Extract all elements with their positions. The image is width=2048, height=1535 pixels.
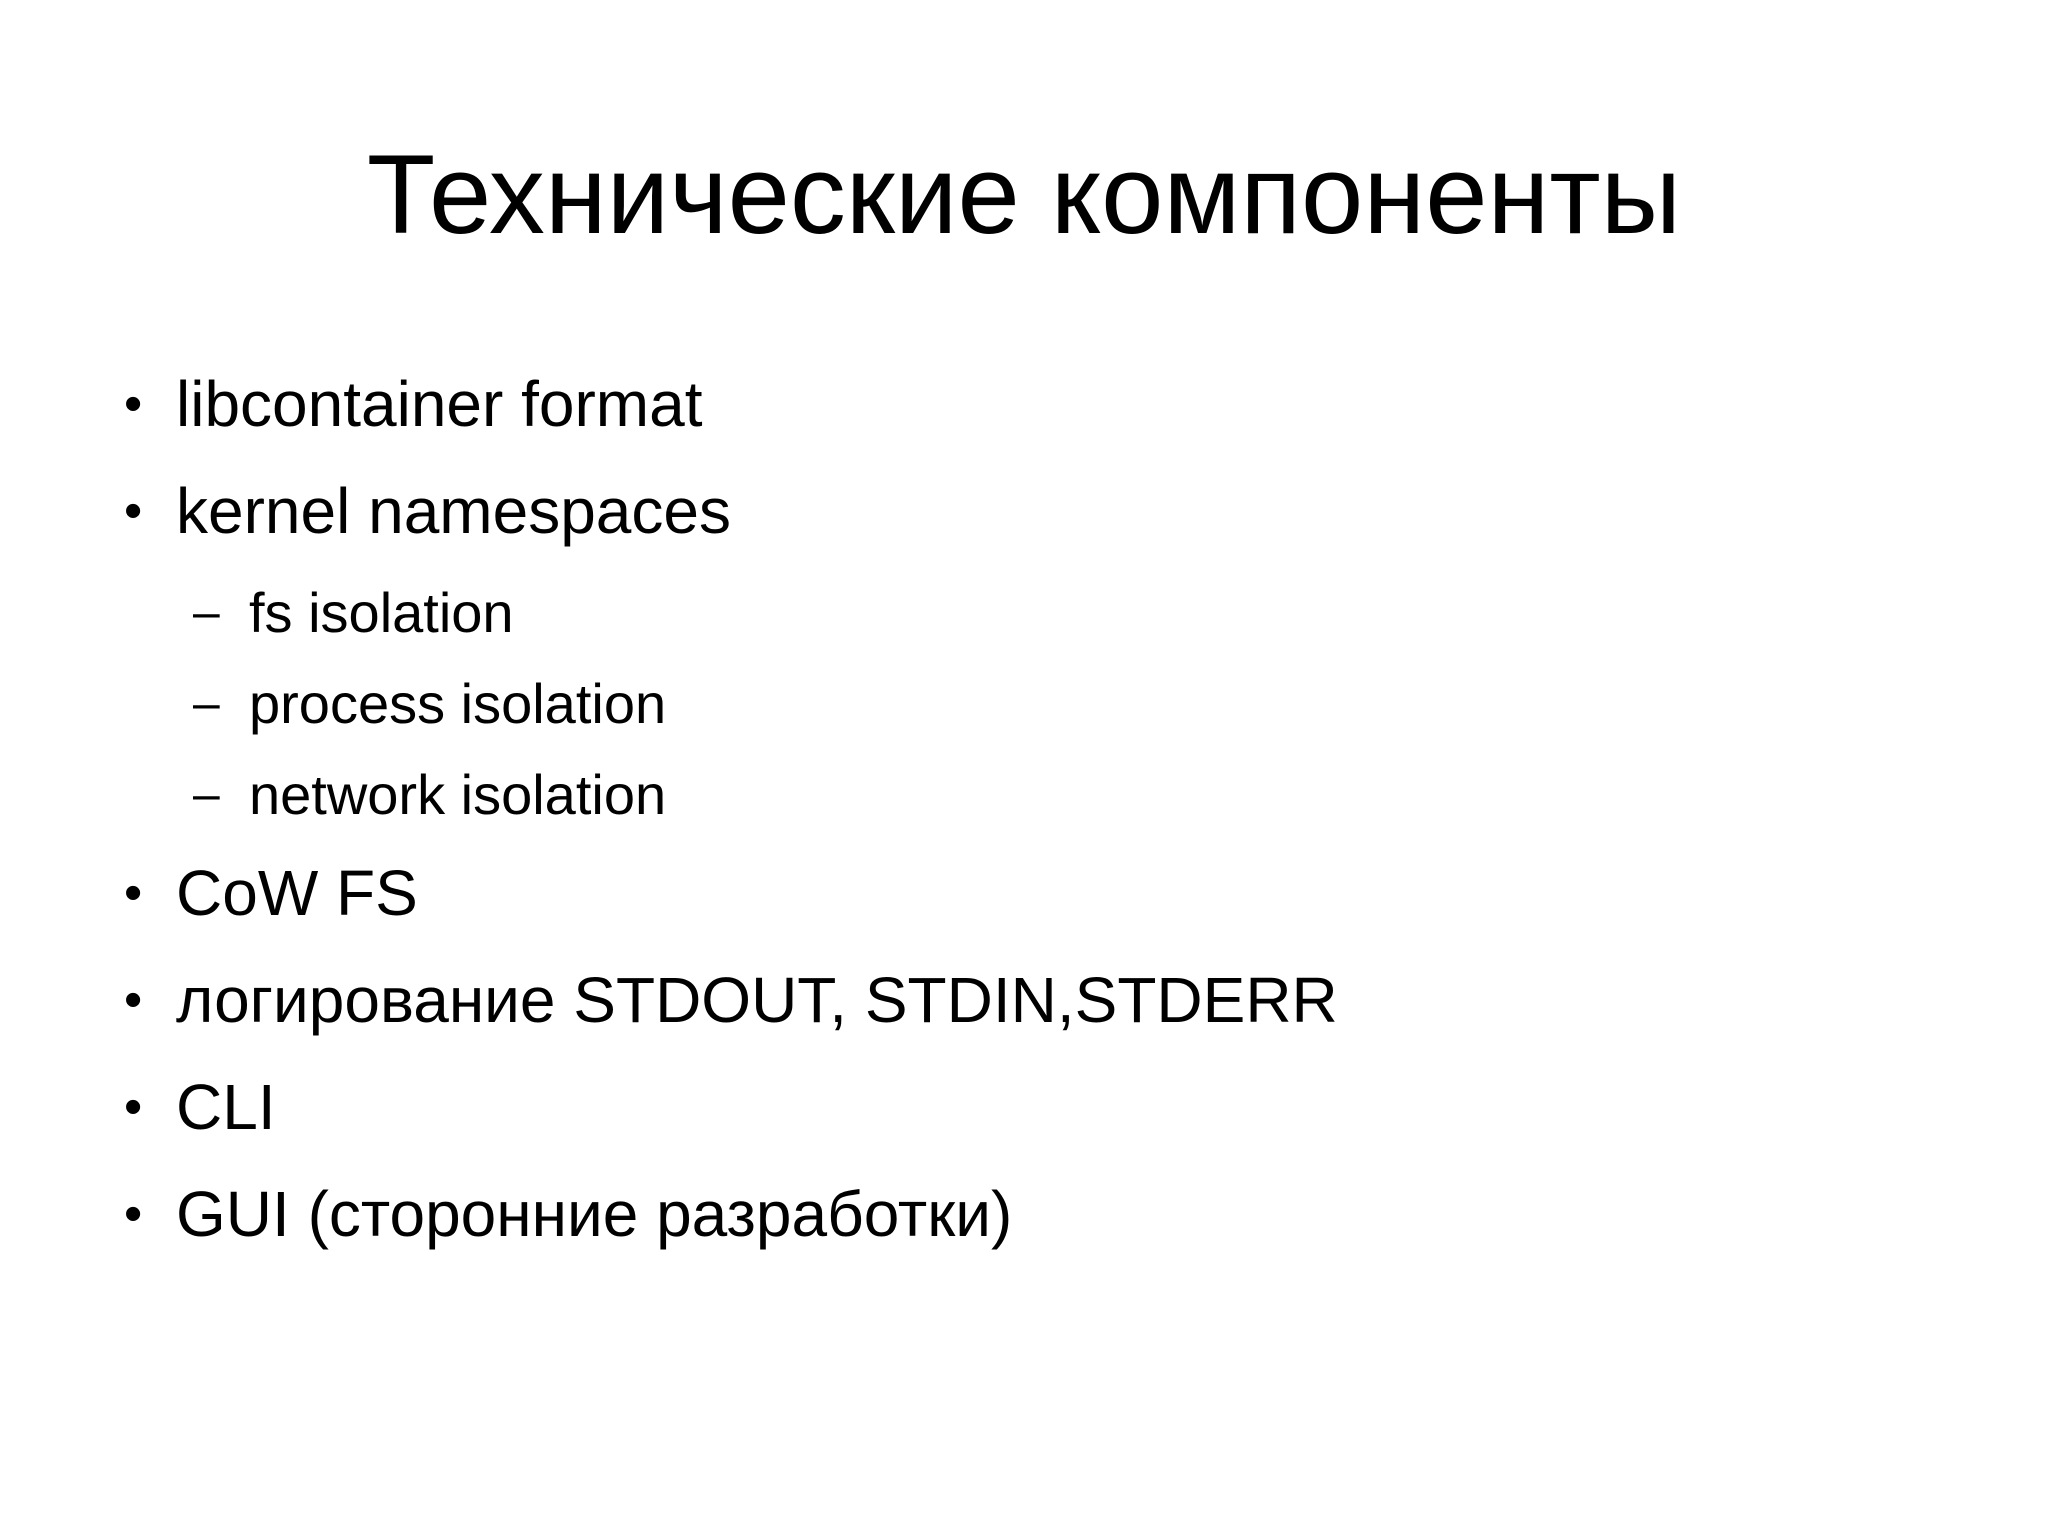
list-item — [124, 364, 703, 444]
list-item-text: kernel namespaces — [176, 475, 731, 547]
list-item-text: CoW FS — [176, 857, 418, 929]
list-item — [124, 853, 418, 933]
sub-list-item — [193, 669, 667, 739]
dash-marker: – — [193, 677, 220, 730]
sub-list-item-text: fs isolation — [249, 581, 514, 644]
bullet-marker: • — [124, 1078, 143, 1136]
bullet-marker: • — [124, 375, 143, 433]
list-item-text: CLI — [176, 1071, 276, 1143]
list-item — [124, 1067, 276, 1147]
list-item — [124, 1174, 1013, 1254]
sub-list-item — [193, 760, 667, 830]
list-item-text: GUI (сторонние разработки) — [176, 1178, 1013, 1250]
sub-list-item-text: network isolation — [249, 763, 667, 826]
list-item-text: libcontainer format — [176, 368, 703, 440]
list-item — [124, 960, 1338, 1040]
dash-marker: – — [193, 586, 220, 639]
sub-list-item — [193, 578, 514, 648]
bullet-marker: • — [124, 864, 143, 922]
bullet-marker: • — [124, 1185, 143, 1243]
dash-marker: – — [193, 768, 220, 821]
bullet-marker: • — [124, 971, 143, 1029]
list-item — [124, 471, 731, 551]
sub-list-item-text: process isolation — [249, 672, 667, 735]
list-item-text: логирование STDOUT, STDIN,STDERR — [176, 964, 1338, 1036]
slide-title: Технические компоненты — [366, 132, 1682, 257]
bullet-marker: • — [124, 482, 143, 540]
